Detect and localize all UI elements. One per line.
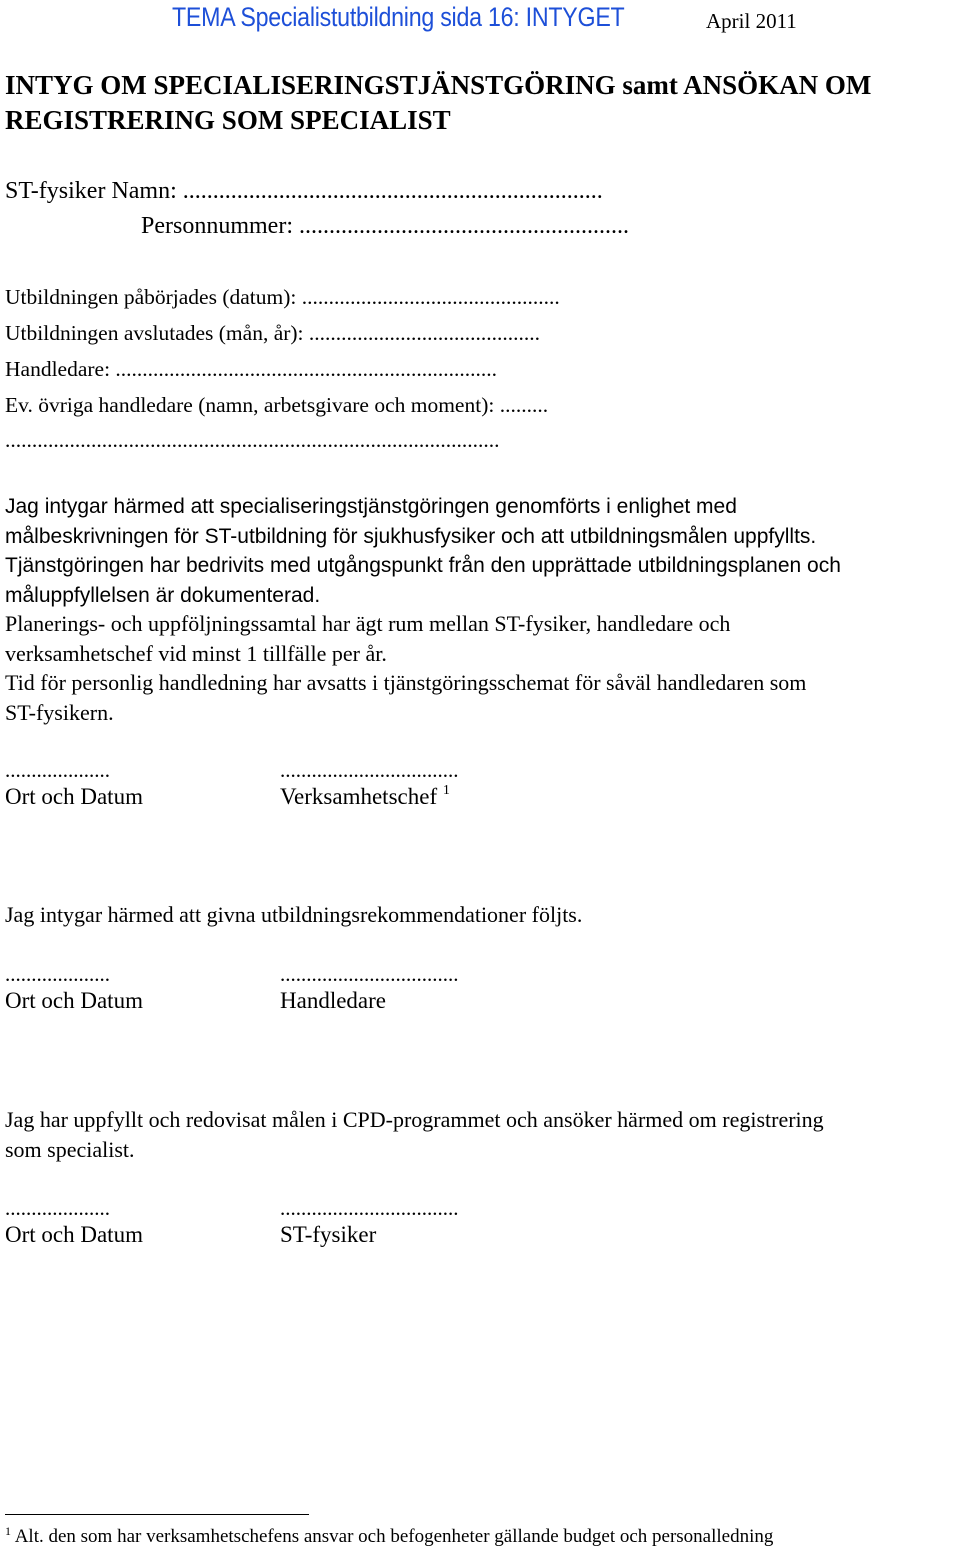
label-st-fysiker: ST-fysiker: [280, 1222, 377, 1247]
field-handledare: Handledare: .......................................................................: [5, 357, 498, 381]
fysiker-statement-line: Jag har uppfyllt och redovisat målen i CPD-programmet och ansöker härmed om registrering: [5, 1107, 824, 1132]
document-title: INTYG OM SPECIALISERINGSTJÄNSTGÖRING samt ANSÖKAN OM REGISTRERING SOM SPECIALIST: [5, 70, 872, 135]
page-header-title: TEMA Specialistutbildning sida 16: INTYGET: [172, 2, 625, 32]
statement-line: Tid för personlig handledning har avsatts i tjänstgöringsschemat för såväl handledaren som: [5, 670, 807, 695]
statement-line: verksamhetschef vid minst 1 tillfälle per år.: [5, 640, 387, 666]
field-paborjades: Utbildningen påbörjades (datum): ................................................: [5, 285, 560, 309]
footnote-reference: 1: [442, 783, 450, 798]
statement-line: måluppfyllelsen är dokumenterad.: [5, 583, 321, 607]
footnote: [5, 1526, 773, 1548]
label-ort-datum: Ort och Datum: [5, 1222, 143, 1247]
statement-line: Jag intygar härmed att specialiseringstjänstgöringen genomförts i enlighet med: [5, 495, 737, 518]
statement-line: Tjänstgöringen har bedrivits med utgångspunkt från den upprättade utbildningsplanen och: [5, 554, 841, 577]
label-handledare: Handledare: [280, 988, 386, 1013]
signature-line-ort-datum: ....................: [5, 1196, 110, 1220]
signature-line-ort-datum: ....................: [5, 962, 110, 986]
signature-line-verksamhetschef: ..................................: [280, 758, 459, 782]
field-ovriga-continuation: ............................................................................................: [5, 428, 500, 452]
field-personnummer: Personnummer: .......................................................: [141, 213, 629, 239]
field-namn: ST-fysiker Namn: ......................................................................: [5, 178, 603, 204]
footnote-divider: [5, 1514, 309, 1515]
page-header-date: April 2011: [706, 9, 797, 33]
signature-line-handledare: ..................................: [280, 962, 459, 986]
signature-line-ort-datum: ....................: [5, 758, 110, 782]
field-ovriga-handledare: Ev. övriga handledare (namn, arbetsgivare och moment): .........: [5, 393, 549, 417]
footnote-text: Alt. den som har verksamhetschefens ansvar och befogenheter gällande budget och personalledning: [14, 1526, 774, 1547]
field-avslutades: Utbildningen avslutades (mån, år): ...........................................: [5, 321, 541, 345]
handledare-statement: Jag intygar härmed att givna utbildningsrekommendationer följts.: [5, 902, 583, 927]
footnote-number: 1: [5, 1524, 11, 1538]
label-ort-datum: Ort och Datum: [5, 988, 143, 1013]
label-verksamhetschef: Verksamhetschef $^1$: [280, 783, 450, 809]
statement-line: ST-fysikern.: [5, 699, 114, 725]
label-ort-datum: Ort och Datum: [5, 784, 143, 809]
statement-line: målbeskrivningen för ST-utbildning för sjukhusfysiker och att utbildningsmålen uppfyllts.: [5, 524, 817, 548]
signature-line-st-fysiker: ..................................: [280, 1196, 459, 1220]
fysiker-statement-line: som specialist.: [5, 1137, 135, 1162]
statement-line: Planerings- och uppföljningssamtal har ägt rum mellan ST-fysiker, handledare och: [5, 611, 731, 636]
